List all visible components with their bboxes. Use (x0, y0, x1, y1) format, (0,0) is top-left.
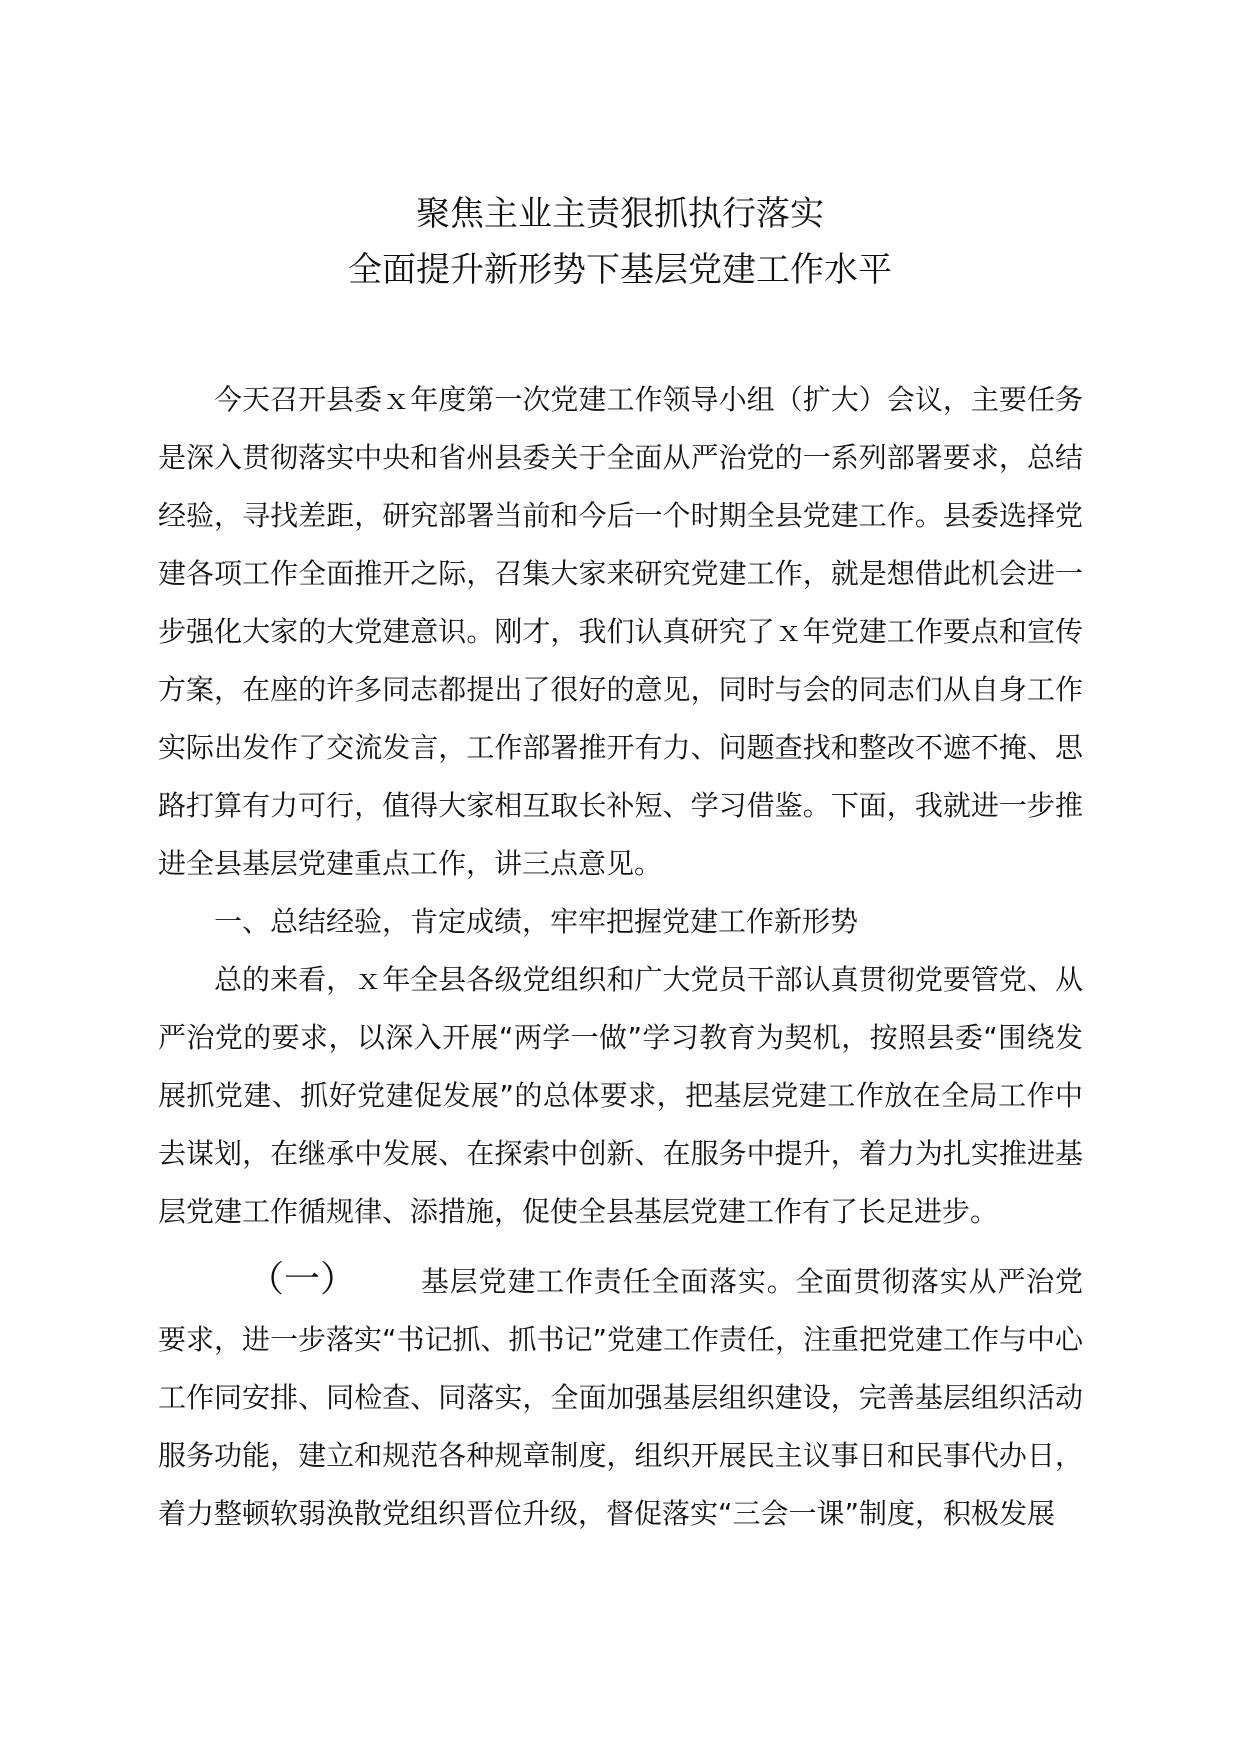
subsection-1-text: 基层党建工作责任全面落实。全面贯彻落实从严治党要求，进一步落实“书记抓、抓书记”党建工作责任，注重把党建工作与中心工作同安排、同检查、同落实，全面加强基层组织建设，完善基层组织活动服务功能，建立和规范各种规章制度，组织开展民主议事日和民事代办日，着力整顿软弱涣散党组织晋位升级，督促落实“三会一课”制度，积极发展 (158, 1265, 1084, 1530)
intro-paragraph: 今天召开县委ｘ年度第一次党建工作领导小组（扩大）会议，主要任务是深入贯彻落实中央和省州县委关于全面从严治党的一系列部署要求，总结经验，寻找差距，研究部署当前和今后一个时期全县党建工作。县委选择党建各项工作全面推开之际，召集大家来研究党建工作，就是想借此机会进一步强化大家的大党建意识。刚才，我们认真研究了ｘ年党建工作要点和宣传方案，在座的许多同志都提出了很好的意见，同时与会的同志们从自身工作实际出发作了交流发言，工作部署推开有力、问题查找和整改不遮不掩、思路打算有力可行，值得大家相互取长补短、学习借鉴。下面，我就进一步推进全县基层党建重点工作，讲三点意见。 (158, 383, 1083, 880)
subsection-1-paragraph (158, 1251, 1083, 1543)
section-heading-1: 一、总结经验，肯定成绩，牢牢把握党建工作新形势 (214, 905, 859, 938)
document-title (0, 186, 1240, 298)
document-body (158, 371, 1083, 1543)
subsection-number: （一） (248, 1259, 357, 1300)
section-1-paragraph: 总的来看，ｘ年全县各级党组织和广大党员干部认真贯彻党要管党、从严治党的要求，以深入开展“两学一做”学习教育为契机，按照县委“围绕发展抓党建、抓好党建促发展”的总体要求，把基层党建工作放在全局工作中去谋划，在继承中发展、在探索中创新、在服务中提升，着力为扎实推进基层党建工作循规律、添措施，促使全县基层党建工作有了长足进步。 (158, 963, 1083, 1228)
title-line-1: 聚焦主业主责狠抓执行落实 (416, 194, 824, 234)
title-line-2: 全面提升新形势下基层党建工作水平 (348, 250, 892, 290)
